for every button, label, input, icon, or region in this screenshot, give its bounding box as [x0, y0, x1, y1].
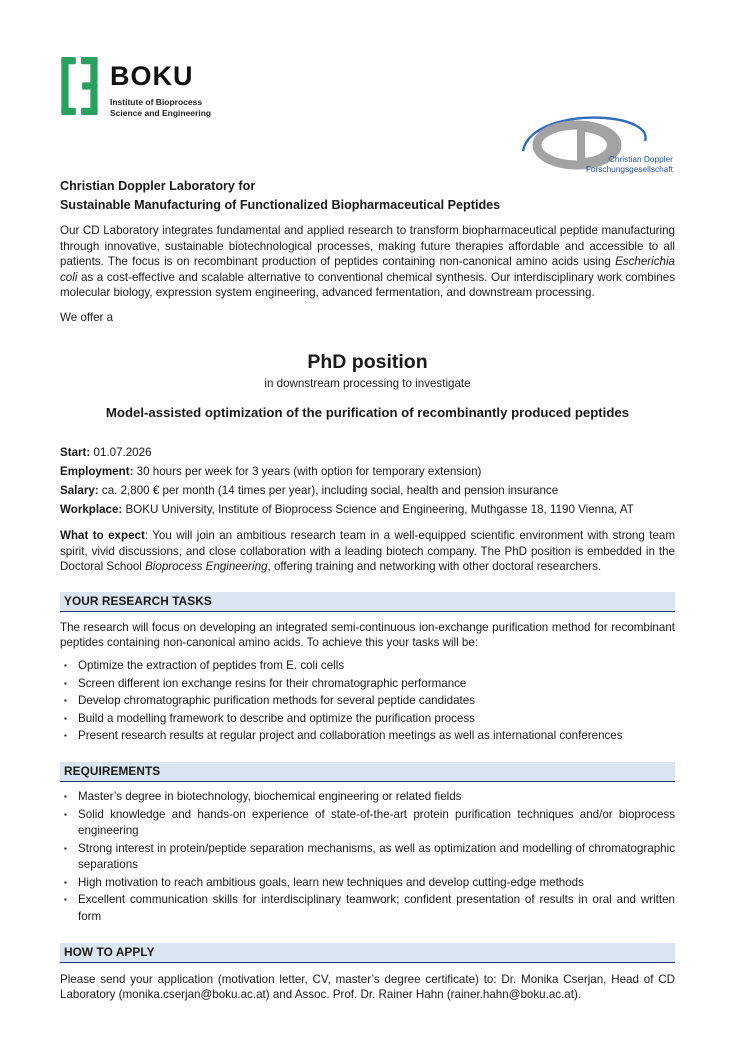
detail-value: 01.07.2026 — [90, 445, 152, 459]
detail-label: Employment: — [60, 464, 134, 478]
detail-value: BOKU University, Institute of Bioprocess Science and Engineering, Muthgasse 18, 1190 Vienna, AT — [122, 502, 634, 516]
detail-label: Workplace: — [60, 502, 123, 516]
what-to-expect-paragraph — [60, 528, 675, 575]
requirement-item — [60, 807, 675, 840]
research-task-item — [60, 676, 675, 693]
research-task-text: ▪ Optimize the extraction of peptides from E. coli cells — [78, 658, 345, 672]
boku-subtitle-line2: Science and Engineering — [110, 107, 212, 118]
what-to-expect-before: : You will join an ambitious research team in a well-equipped scientific environment with strong team spirit, vivid discussions, and close collaboration with a leading biotech company. The PhD position is embedded in the Doctoral School — [60, 528, 676, 574]
requirement-item — [60, 841, 675, 874]
cd-logo-text-line1: Christian Doppler — [608, 154, 673, 165]
lab-title-line2: Sustainable Manufacturing of Functionalized Biopharmaceutical Peptides — [60, 197, 501, 212]
intro-text-before: Our CD Laboratory integrates fundamental and applied research to transform biopharmaceutical peptide manufacturing through innovative, sustainable biotechnological processes, making future therapies affordable and accessible to all patients. The focus is on recombinant production of peptides containing non-canonical amino acids using — [60, 224, 675, 269]
section-header-how-to-apply: HOW TO APPLY — [60, 943, 675, 963]
detail-row-salary — [60, 481, 675, 500]
we-offer-line: We offer a — [60, 310, 114, 324]
research-task-text: ▪ Develop chromatographic purification methods for several peptide candidates — [78, 694, 475, 708]
research-task-list — [60, 658, 675, 745]
research-task-item — [60, 728, 675, 745]
research-tasks-intro: The research will focus on developing an integrated semi-continuous ion-exchange purification method for recombinant peptides containing non-canonical amino acids. To achieve this your tasks will be: — [60, 620, 675, 650]
christian-doppler-logo — [513, 113, 675, 175]
research-task-item — [60, 658, 675, 675]
requirement-item — [60, 875, 675, 892]
lab-title-line1: Christian Doppler Laboratory for — [60, 179, 256, 193]
requirement-text: ▪ High motivation to reach ambitious goals, learn new techniques and develop cutting-edge methods — [78, 875, 584, 889]
detail-value: ca. 2,800 € per month (14 times per year), including social, health and pension insurance — [98, 483, 559, 497]
detail-row-employment — [60, 462, 675, 481]
requirement-text: ▪ Solid knowledge and hands-on experience of state-of-the-art protein purification techniques and/or bioprocess engineering — [78, 807, 675, 838]
section-header-research-tasks: YOUR RESEARCH TASKS — [60, 592, 675, 612]
detail-row-start — [60, 443, 675, 462]
detail-row-workplace — [60, 500, 675, 519]
intro-text-after: as a cost-effective and scalable alternative to conventional chemical synthesis. Our interdisciplinary work combines molecular biology, expression system engineering, advanced fermentation, and downstream processing. — [60, 270, 675, 300]
boku-subtitle — [110, 97, 211, 118]
requirements-list — [60, 789, 675, 926]
research-task-text: ▪ Screen different ion exchange resins for their chromatographic performance — [78, 676, 467, 690]
cd-logo-text — [586, 155, 673, 175]
detail-label: Start: — [60, 445, 91, 459]
intro-species-italic: Escherichia coli — [60, 255, 675, 284]
what-to-expect-label: What to expect — [60, 528, 145, 542]
boku-bracket-icon — [60, 57, 100, 120]
section-header-requirements: REQUIREMENTS — [60, 762, 675, 782]
research-task-item — [60, 711, 675, 728]
what-to-expect-italic: Bioprocess Engineering — [145, 560, 268, 574]
boku-wordmark: BOKU — [110, 61, 194, 91]
boku-logo-text — [110, 57, 211, 118]
requirement-text: ▪ Strong interest in protein/peptide separation mechanisms, as well as optimization and modelling of chromatographic separations — [78, 841, 675, 872]
header — [60, 57, 675, 175]
research-task-text: ▪ Build a modelling framework to describe and optimize the purification process — [78, 711, 475, 725]
boku-logo — [60, 57, 675, 120]
detail-label: Salary: — [60, 483, 99, 497]
research-task-text: ▪ Present research results at regular project and collaboration meetings as well as international conferences — [78, 729, 623, 743]
detail-value: 30 hours per week for 3 years (with option for temporary extension) — [133, 464, 482, 478]
position-details — [60, 443, 675, 519]
requirement-text: ▪ Master’s degree in biotechnology, biochemical engineering or related fields — [78, 789, 462, 803]
apply-paragraph: Please send your application (motivation letter, CV, master’s degree certificate) to: Dr. Monika Cserjan, Head of CD Laboratory (monika.cserjan@boku.ac.at) and Assoc. Prof. Dr. Rainer Hahn (rainer.hahn@boku.ac.at). — [60, 972, 675, 1002]
requirement-text: ▪ Excellent communication skills for interdisciplinary teamwork; confident presentation of results in oral and written form — [78, 893, 675, 924]
boku-subtitle-line1: Institute of Bioprocess — [110, 97, 203, 107]
requirement-item — [60, 892, 675, 925]
position-title: PhD position — [307, 350, 428, 373]
intro-paragraph — [60, 223, 675, 301]
cd-logo-text-line2: Forschungsgesellschaft — [585, 164, 673, 175]
lab-title — [60, 177, 550, 214]
position-subtitle: in downstream processing to investigate — [264, 376, 471, 390]
requirement-item — [60, 789, 675, 806]
position-topic: Model-assisted optimization of the purification of recombinantly produced peptides — [105, 404, 630, 420]
research-task-item — [60, 693, 675, 710]
what-to-expect-after: , offering training and networking with other doctoral researchers. — [267, 560, 602, 574]
